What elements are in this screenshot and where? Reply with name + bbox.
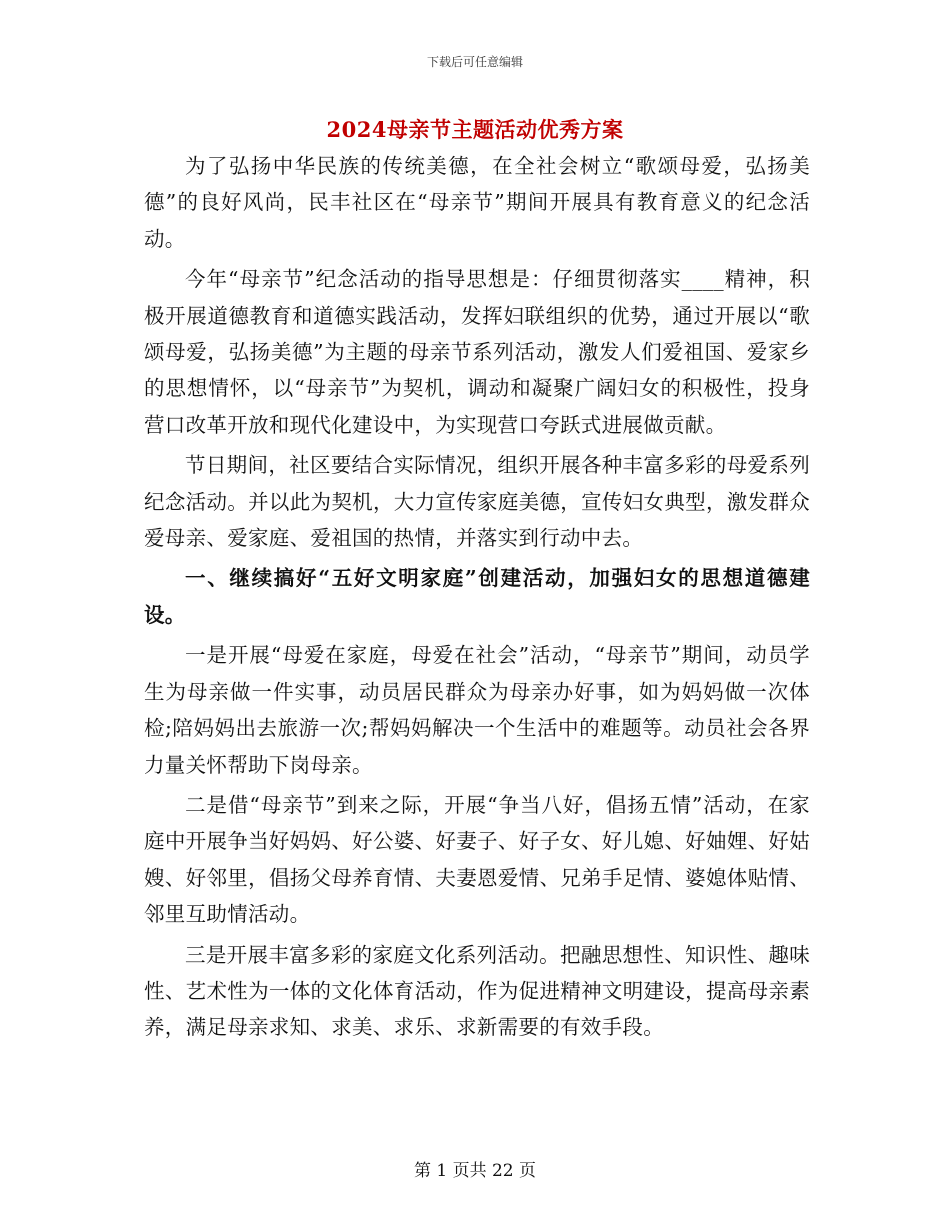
section-heading-1: 一、继续搞好“五好文明家庭”创建活动，加强妇女的思想道德建设。 — [144, 566, 810, 627]
paragraph-holiday-period: 节日期间，社区要结合实际情况，组织开展各种丰富多彩的母爱系列纪念活动。并以此为契机，大力宣传家庭美德，宣传妇女典型，激发群众爱母亲、爱家庭、爱祖国的热情，并落实到行动中去。 — [144, 453, 810, 551]
paragraph-intro: 为了弘扬中华民族的传统美德，在全社会树立“歌颂母爱，弘扬美德”的良好风尚，民丰社区在“母亲节”期间开展具有教育意义的纪念活动。 — [144, 154, 810, 251]
document-title: 2024母亲节主题活动优秀方案 — [326, 117, 624, 142]
paragraph-guiding-thought: 今年“母亲节”纪念活动的指导思想是：仔细贯彻落实____精神，积极开展道德教育和道德实践活动，发挥妇联组织的优势，通过开展以“歌颂母爱，弘扬美德”为主题的母亲节系列活动，激发人们爱祖国、爱家乡的思想情怀，以“母亲节”为契机，调动和凝聚广阔妇女的积极性，投身营口改革开放和现代化建设中，为实现营口夸跃式进展做贡献。 — [144, 267, 810, 437]
paragraph-item-2: 二是借“母亲节”到来之际，开展“争当八好，倡扬五情”活动，在家庭中开展争当好妈妈、好公婆、好妻子、好子女、好儿媳、好妯娌、好姑嫂、好邻里，倡扬父母养育情、夫妻恩爱情、兄弟手足情、婆媳体贴情、邻里互助情活动。 — [144, 792, 810, 927]
paragraph-item-1: 一是开展“母爱在家庭，母爱在社会”活动，“母亲节”期间，动员学生为母亲做一件实事，动员居民群众为母亲办好事，如为妈妈做一次体检;陪妈妈出去旅游一次;帮妈妈解决一个生活中的难题等。动员社会各界力量关怀帮助下岗母亲。 — [144, 643, 810, 777]
paragraph-item-3: 三是开展丰富多彩的家庭文化系列活动。把融思想性、知识性、趣味性、艺术性为一体的文化体育活动，作为促进精神文明建设，提高母亲素养，满足母亲求知、求美、求乐、求新需要的有效手段。 — [144, 942, 810, 1040]
page-header: 下载后可任意编辑 — [426, 55, 523, 69]
page-footer: 第 1 页共 22 页 — [413, 1161, 537, 1181]
document-body — [144, 148, 810, 1046]
